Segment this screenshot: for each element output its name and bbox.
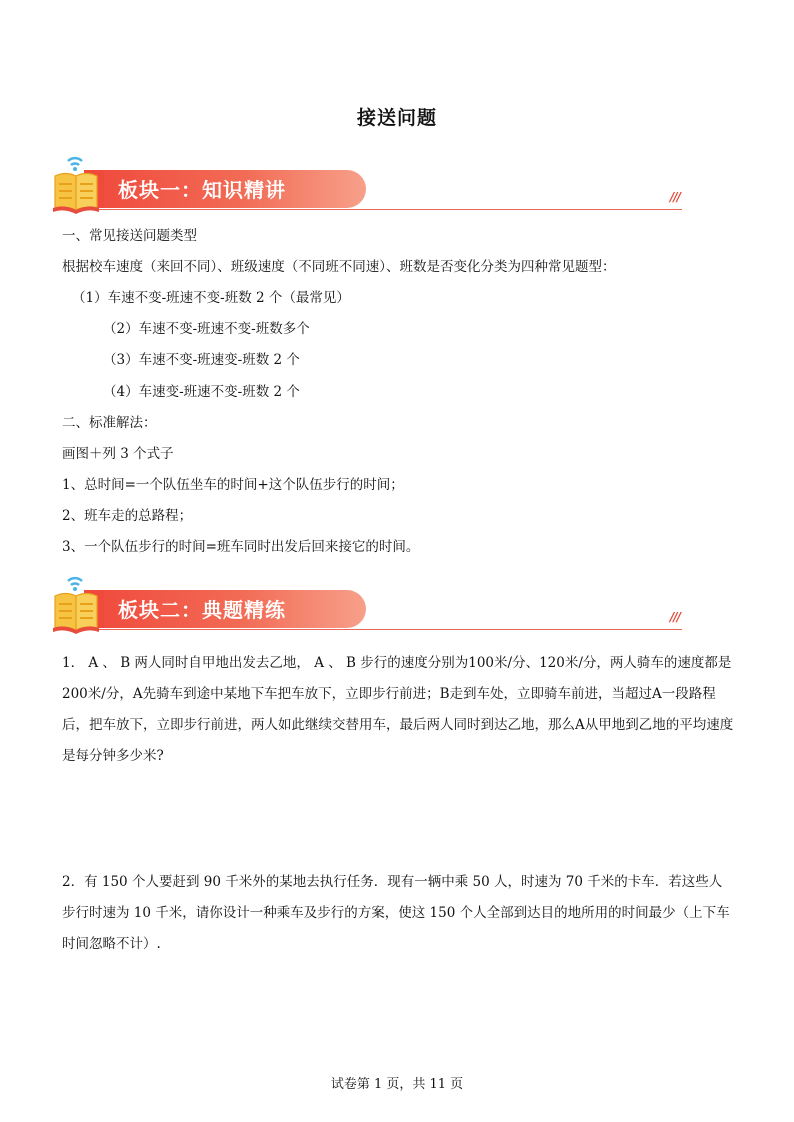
section1-line-6: （4）车速变-班速不变-班数 2 个 (103, 384, 300, 400)
banner-underline (92, 629, 682, 630)
section1-line-11: 3、一个队伍步行的时间=班车同时出发后回来接它的时间。 (62, 539, 420, 555)
banner-mark: /// (669, 190, 680, 204)
problem-2: 2．有 150 个人要赶到 90 千米外的某地去执行任务．现有一辆中乘 50 人，时速为 70 千米的卡车．若这些人步行时速为 10 千米，请你设计一种乘车及步行的方案，使这 150 个人全部到达目的地所用的时间最少（上下车时间忽略不计）. (62, 874, 730, 952)
section-banner-1 (52, 152, 684, 218)
section1-line-10: 2、班车走的总路程； (62, 508, 193, 524)
section1-line-2: 根据校车速度（来回不同）、班级速度（不同班不同速）、班数是否变化分类为四种常见题型： (62, 259, 616, 275)
section1-line-5: （3）车速不变-班速变-班数 2 个 (103, 352, 300, 368)
problem-1: 1． A 、 B 两人同时自甲地出发去乙地， A 、 B 步行的速度分别为100米/分、120米/分，两人骑车的速度都是200米/分，A先骑车到途中某地下车把车放下，立即步行前进；B走到车处，立即骑车前进，当超过A一段路程后，把车放下，立即步行前进，两人如此继续交替用车，最后两人同时到达乙地，那么A从甲地到乙地的平均速度是每分钟多少米? (62, 655, 734, 764)
open-book-icon (52, 152, 102, 214)
banner-label: 板块二：典题精练 (118, 598, 286, 622)
open-book-icon (52, 572, 102, 634)
page-title: 接送问题 (356, 107, 437, 129)
banner-underline (92, 209, 682, 210)
banner-label: 板块一：知识精讲 (118, 178, 286, 202)
section1-line-9: 1、总时间=一个队伍坐车的时间+这个队伍步行的时间； (62, 477, 404, 493)
section1-line-8: 画图＋列 3 个式子 (62, 446, 174, 462)
section1-line-4: （2）车速不变-班速不变-班数多个 (103, 321, 310, 337)
section-banner-2 (52, 572, 684, 638)
banner-mark: /// (669, 610, 680, 624)
page-footer: 试卷第 1 页，共 11 页 (330, 1077, 464, 1092)
section1-line-1: 一、常见接送问题类型 (62, 228, 197, 244)
section1-line-7: 二、标准解法： (62, 415, 157, 431)
section1-line-3: （1）车速不变-班速不变-班数 2 个（最常见） (72, 290, 350, 306)
